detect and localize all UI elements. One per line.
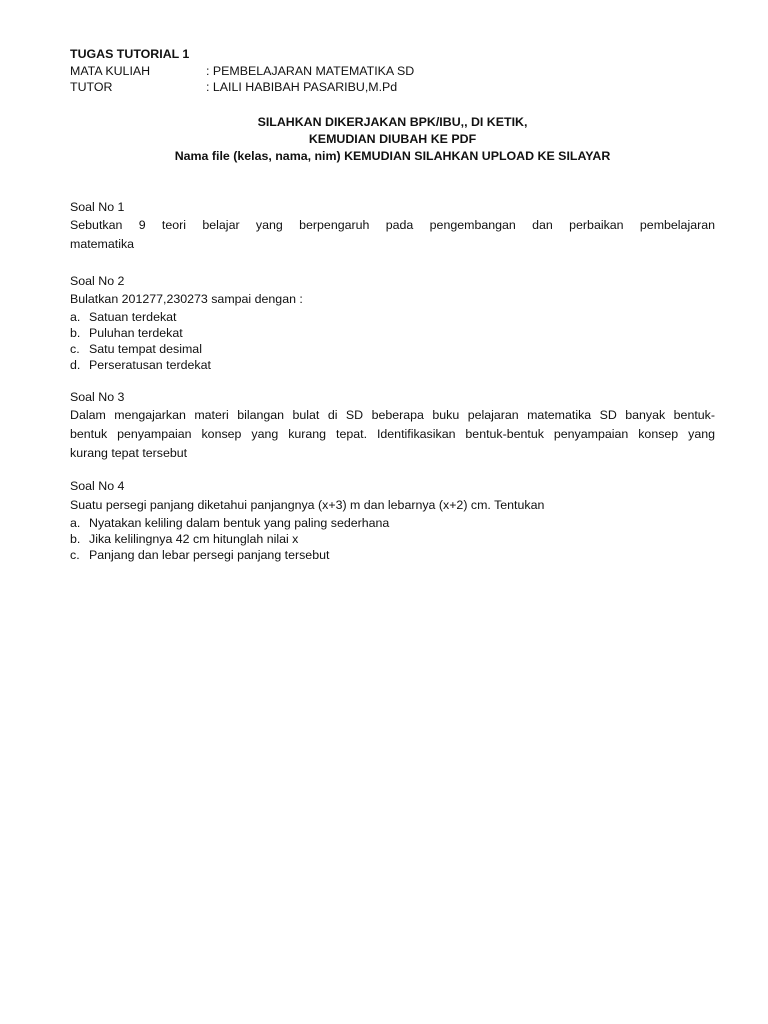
course-label: MATA KULIAH bbox=[70, 64, 151, 78]
option-text: Satuan terdekat bbox=[89, 310, 177, 324]
option-text: Panjang dan lebar persegi panjang tersebut bbox=[89, 548, 330, 562]
option-marker: b. bbox=[70, 326, 81, 340]
soal-2-options bbox=[70, 309, 715, 373]
list-item bbox=[70, 515, 715, 531]
option-marker: a. bbox=[70, 516, 81, 530]
notice-line-2: KEMUDIAN DIUBAH KE PDF bbox=[308, 132, 477, 146]
soal-2-question: Bulatkan 201277,230273 sampai dengan : bbox=[70, 292, 303, 306]
list-item bbox=[70, 547, 715, 563]
list-item bbox=[70, 325, 715, 341]
option-text: Jika kelilingnya 42 cm hitunglah nilai x bbox=[89, 532, 299, 546]
option-marker: d. bbox=[70, 358, 81, 372]
soal-1-line-1: Sebutkan 9 teori belajar yang berpengaruh pada pengembangan dan perbaikan pembelajaran bbox=[70, 218, 715, 232]
soal-3-line-3: kurang tepat tersebut bbox=[70, 446, 188, 460]
list-item bbox=[70, 309, 715, 325]
document-title: TUGAS TUTORIAL 1 bbox=[70, 47, 190, 61]
option-marker: b. bbox=[70, 532, 81, 546]
soal-4-options bbox=[70, 515, 715, 563]
list-item bbox=[70, 531, 715, 547]
tutor-label: TUTOR bbox=[70, 80, 113, 94]
header-row-tutor bbox=[70, 79, 397, 95]
option-text: Nyatakan keliling dalam bentuk yang paling sederhana bbox=[89, 516, 390, 530]
option-text: Puluhan terdekat bbox=[89, 326, 183, 340]
soal-2-title: Soal No 2 bbox=[70, 274, 125, 288]
option-text: Perseratusan terdekat bbox=[89, 358, 211, 372]
soal-3-line-1: Dalam mengajarkan materi bilangan bulat di SD beberapa buku pelajaran matematika SD banyak bentuk- bbox=[70, 408, 715, 422]
course-value: : PEMBELAJARAN MATEMATIKA SD bbox=[206, 64, 415, 78]
notice-line-3: Nama file (kelas, nama, nim) KEMUDIAN SILAHKAN UPLOAD KE SILAYAR bbox=[174, 149, 611, 163]
soal-1-line-2: matematika bbox=[70, 237, 135, 251]
soal-3-line-2: bentuk penyampaian konsep yang kurang tepat. Identifikasikan bentuk-bentuk penyampaian konsep yang bbox=[70, 427, 715, 441]
option-marker: c. bbox=[70, 548, 80, 562]
soal-1-title: Soal No 1 bbox=[70, 200, 125, 214]
option-marker: c. bbox=[70, 342, 80, 356]
list-item bbox=[70, 341, 715, 357]
header-row-course bbox=[70, 63, 414, 79]
soal-4-title: Soal No 4 bbox=[70, 479, 125, 493]
option-marker: a. bbox=[70, 310, 81, 324]
notice-line-1: SILAHKAN DIKERJAKAN BPK/IBU,, DI KETIK, bbox=[257, 115, 528, 129]
tutor-value: : LAILI HABIBAH PASARIBU,M.Pd bbox=[206, 80, 398, 94]
list-item bbox=[70, 357, 715, 373]
option-text: Satu tempat desimal bbox=[89, 342, 202, 356]
soal-4-question: Suatu persegi panjang diketahui panjangnya (x+3) m dan lebarnya (x+2) cm. Tentukan bbox=[70, 498, 545, 512]
soal-3-title: Soal No 3 bbox=[70, 390, 125, 404]
